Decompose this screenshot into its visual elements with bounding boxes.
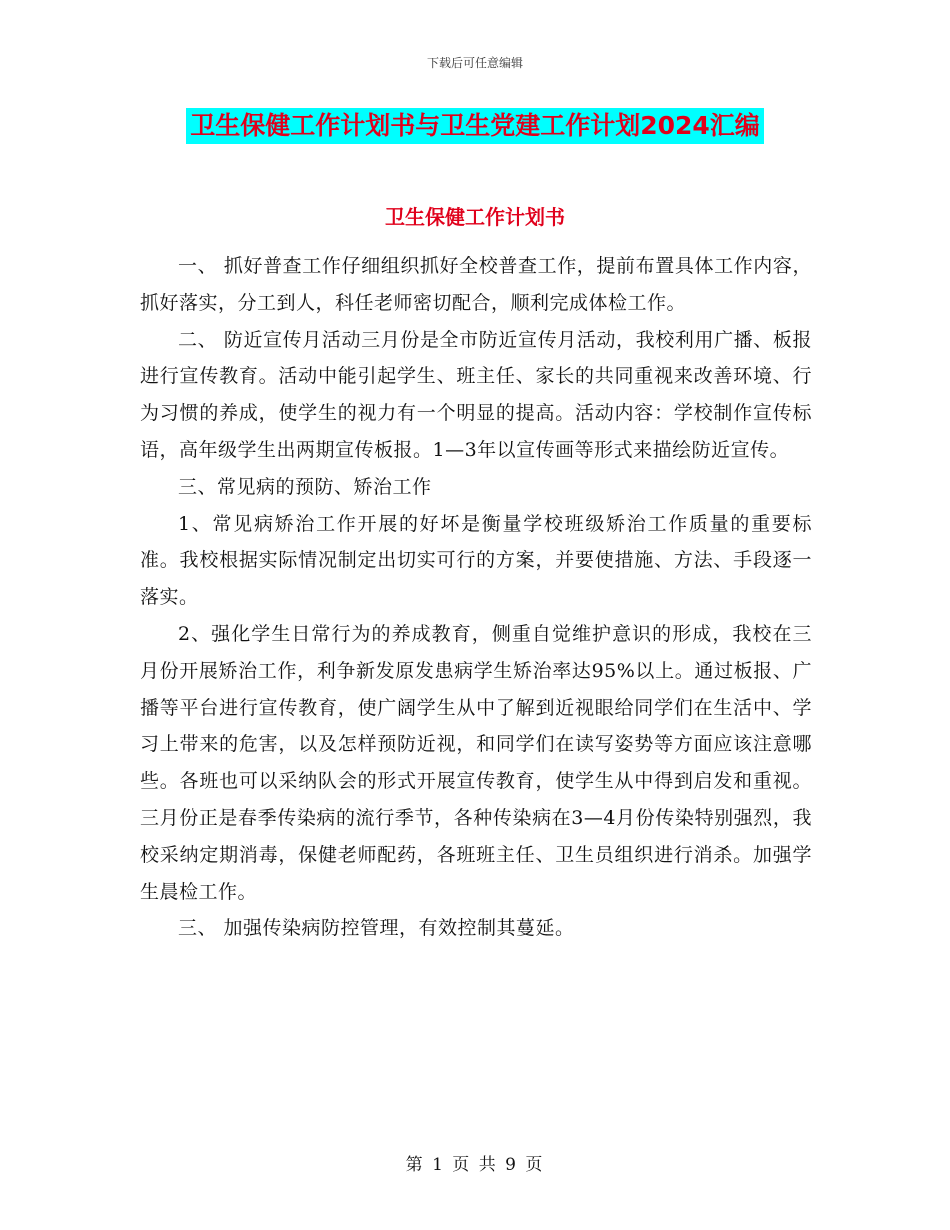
document-body <box>140 248 812 947</box>
paragraph: 1、常见病矫治工作开展的好坏是衡量学校班级矫治工作质量的重要标准。我校根据实际情况制定出切实可行的方案，并要使措施、方法、手段逐一落实。 <box>140 512 812 609</box>
document-title <box>0 108 950 144</box>
page-footer: 第 1 页 共 9 页 <box>405 1155 545 1175</box>
document-title-text: 卫生保健工作计划书与卫生党建工作计划2024汇编 <box>186 108 764 144</box>
paragraph: 二、 防近宣传月活动三月份是全市防近宣传月活动，我校利用广播、板报进行宣传教育。活动中能引起学生、班主任、家长的共同重视来改善环境、行为习惯的养成，使学生的视力有一个明显的提高。活动内容：学校制作宣传标语，高年级学生出两期宣传板报。1—3年以宣传画等形式来描绘防近宣传。 <box>140 328 812 461</box>
section-title: 卫生保健工作计划书 <box>385 205 565 229</box>
paragraph: 一、 抓好普查工作仔细组织抓好全校普查工作，提前布置具体工作内容，抓好落实，分工到人，科任老师密切配合，顺利完成体检工作。 <box>140 255 812 314</box>
paragraph: 三、 加强传染病防控管理，有效控制其蔓延。 <box>178 917 575 940</box>
header-note: 下载后可任意编辑 <box>426 56 523 70</box>
paragraph: 三、常见病的预防、矫治工作 <box>178 475 432 498</box>
paragraph: 2、强化学生日常行为的养成教育，侧重自觉维护意识的形成，我校在三月份开展矫治工作，利争新发原发患病学生矫治率达95%以上。通过板报、广播等平台进行宣传教育，使广阔学生从中了解到近视眼给同学们在生活中、学习上带来的危害，以及怎样预防近视，和同学们在读写姿势等方面应该注意哪些。各班也可以采纳队会的形式开展宣传教育，使学生从中得到启发和重视。三月份正是春季传染病的流行季节，各种传染病在3—4月份传染特别强烈，我校采纳定期消毒，保健老师配药，各班班主任、卫生员组织进行消杀。加强学生晨检工作。 <box>140 622 812 903</box>
